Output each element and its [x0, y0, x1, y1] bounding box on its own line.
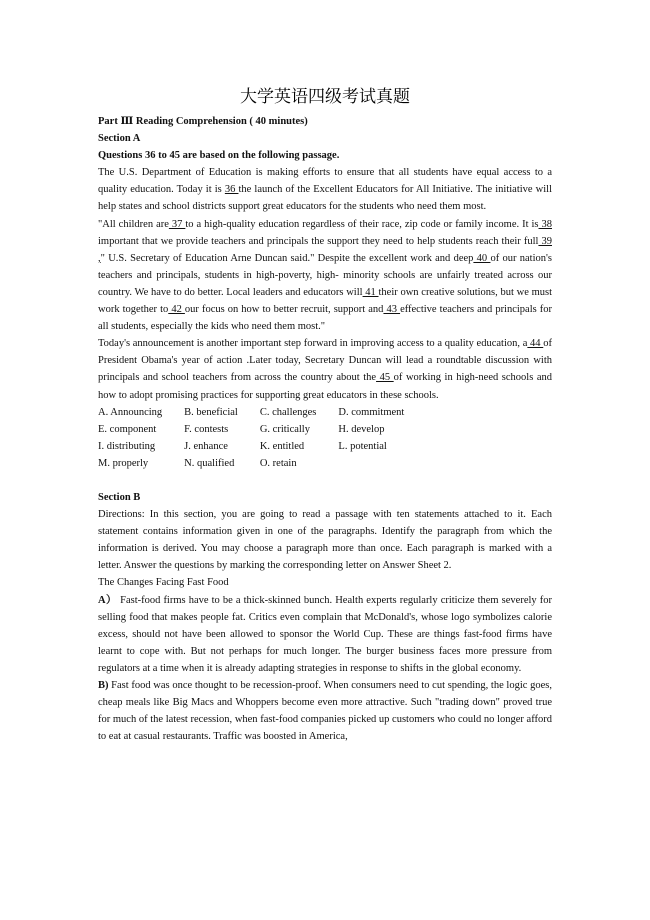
spacer: [98, 472, 552, 489]
passage-title: The Changes Facing Fast Food: [98, 577, 229, 589]
passage-text: effective teachers and principals for all students, especially the kids who need them most.": [98, 304, 553, 333]
word-option: O. retain: [259, 457, 297, 469]
word-option: B. beneficial: [184, 406, 238, 418]
answer-blank: 42: [168, 304, 185, 316]
passage-text: of President Obama's year of action .Later today, Secretary Duncan will lead a roundtable discussion with principals and school teachers from across the country about the: [98, 338, 553, 384]
answer-blank: 36: [224, 184, 239, 196]
passage-text: to a high-quality education regardless of their race, zip code or family income. It is: [185, 218, 539, 230]
word-option: L. potential: [338, 440, 387, 452]
paragraph-b-label: B): [98, 680, 109, 691]
answer-blank: 43: [383, 304, 401, 316]
word-option: A. Announcing: [98, 406, 163, 418]
passage-paragraph-2: [98, 216, 552, 336]
paragraph-a: [98, 592, 552, 677]
word-option: C. challenges: [259, 406, 317, 418]
paragraph-a-text: Fast-food firms have to be a thick-skinned bunch. Health experts regularly criticize them severely for selling food that makes people fat. Critics even complain that McDonald's, whose logo symbolizes calorie excess, should not have been allowed to sponsor the World Cup. These are things fast-food firms have learnt to cope with. But not perhaps for much longer. The burger business faces more pressure from regulators at a time when it is already adapting strategies in response to shifts in the global economy.: [98, 594, 552, 674]
document-page: [98, 84, 552, 745]
word-option: E. component: [98, 423, 157, 435]
part-heading: Part Ⅲ Reading Comprehension ( 40 minutes): [98, 116, 308, 127]
answer-blank: 40: [473, 252, 491, 264]
answer-blank: 37: [168, 218, 186, 230]
word-option: J. enhance: [184, 440, 228, 452]
paragraph-b: [98, 677, 552, 745]
word-option: F. contests: [184, 423, 229, 435]
word-option: D. commitment: [338, 406, 405, 418]
answer-blank: 45: [376, 372, 394, 384]
word-option: M. properly: [98, 457, 149, 469]
passage-text: Today's announcement is another important step forward in improving access to a quality education, a: [98, 338, 528, 350]
word-option: G. critically: [259, 423, 310, 435]
section-b-heading: Section B: [98, 491, 141, 503]
paragraph-a-label: A）: [98, 594, 118, 606]
passage-text: their own creative solutions, but we must work together to: [98, 286, 553, 316]
passage-paragraph-3: [98, 335, 552, 403]
word-option: K. entitled: [259, 440, 305, 452]
answer-blank: 41: [362, 286, 379, 298]
document-title: 大学英语四级考试真题: [240, 87, 410, 107]
directions-text: Directions: In this section, you are going to read a passage with ten statements attached to it. Each statement contains information given in one of the paragraphs. Identify the paragraph from which the information is derived. You may choose a paragraph more than once. Each paragraph is marked with a letter. Answer the questions by marking the corresponding letter on Answer Sheet 2.: [98, 509, 552, 572]
word-option: N. qualified: [184, 457, 235, 469]
passage-text: our focus on how to better recruit, support and: [184, 304, 384, 316]
answer-blank: 38: [538, 218, 552, 230]
questions-note: Questions 36 to 45 are based on the following passage.: [98, 150, 340, 162]
passage-text: of working in high-need schools and how to adopt promising practices for supporting great educators in these schools.: [98, 372, 552, 401]
passage-text: The U.S. Department of Education is making efforts to ensure that all students have equal access to a quality education. Today it is: [98, 167, 552, 196]
passage-text: the launch of the Excellent Educators for All Initiative. The initiative will help states and school districts support great educators for the students who need them most.: [98, 184, 553, 213]
passage-text: " U.S. Secretary of Education Arne Duncan said." Despite the excellent work and deep: [100, 252, 474, 264]
word-option: I. distributing: [98, 440, 156, 452]
passage-paragraph-1: [98, 164, 552, 215]
word-option: H. develop: [338, 423, 385, 435]
passage-text: of our nation's teachers and principals, students in high-poverty, high- minority schools are unfairly treated across our country. We have to do better. Local leaders and educators will: [98, 252, 552, 298]
passage-text: important that we provide teachers and principals the support they need to help students reach their full: [98, 235, 539, 247]
passage-text: "All children are: [98, 218, 169, 230]
answer-blank: 44: [527, 338, 544, 350]
section-a-heading: Section A: [98, 133, 141, 145]
paragraph-b-text: Fast food was once thought to be recession-proof. When consumers need to cut spending, the logic goes, cheap meals like Big Macs and Whoppers become even more attractive. Such "trading down" proved true for much of the latest recession, when fast-food companies picked up customers who could no longer afford to eat at casual restaurants. Traffic was boosted in America,: [98, 680, 552, 743]
answer-blank: 39 ,: [98, 235, 552, 264]
word-bank: [98, 404, 552, 472]
